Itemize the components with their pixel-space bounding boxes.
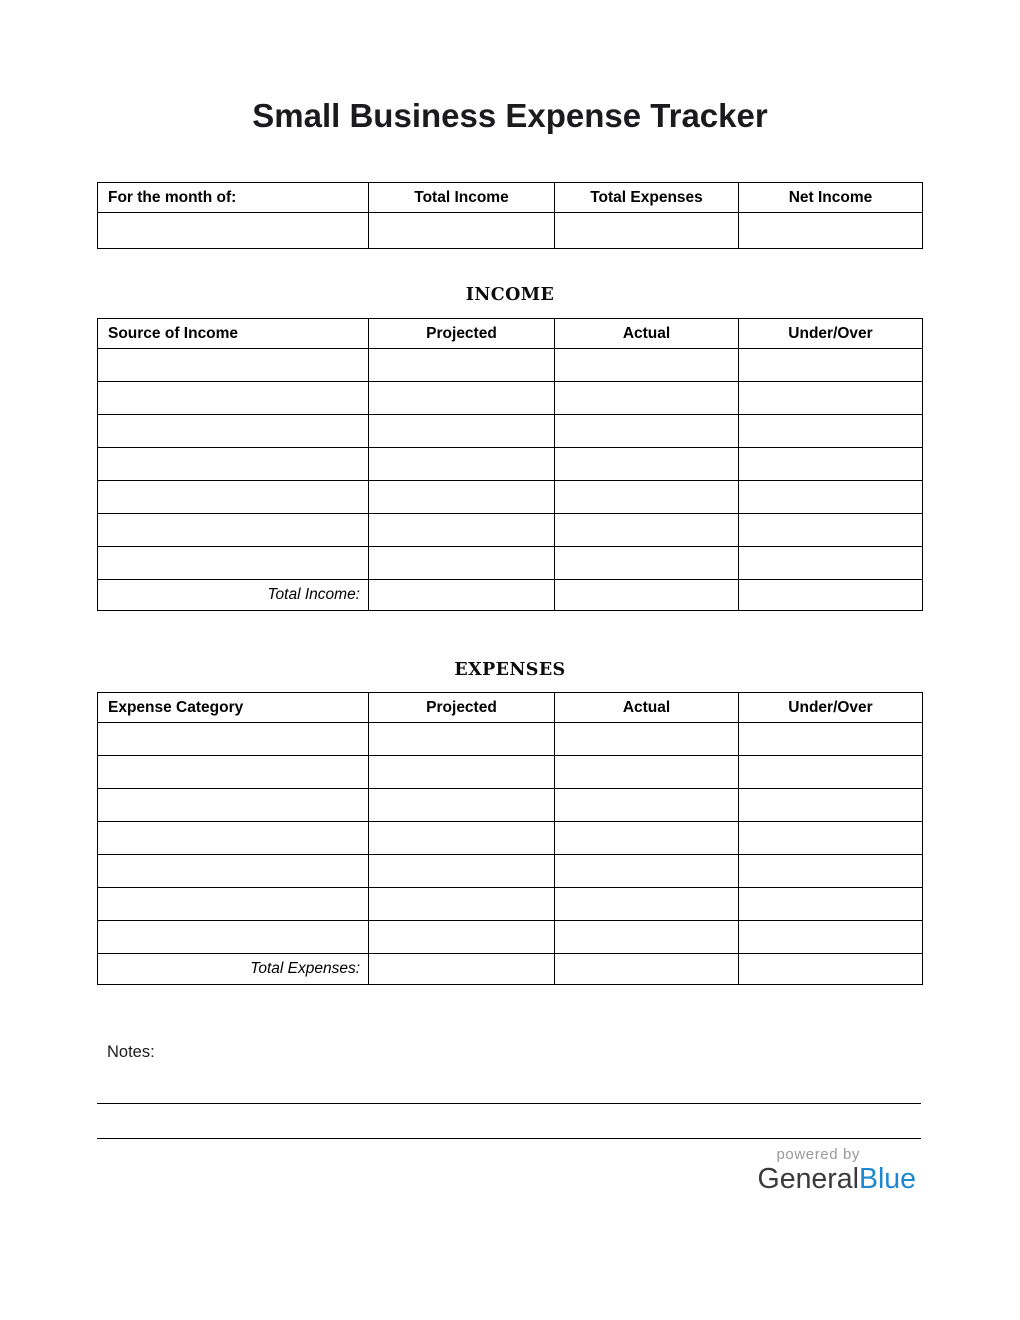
income-underover-input-cell[interactable]	[739, 415, 923, 448]
income-actual-input-cell[interactable]	[555, 415, 739, 448]
income-underover-input-cell[interactable]	[739, 514, 923, 547]
income-header-source: Source of Income	[98, 319, 369, 349]
income-source-input-cell[interactable]	[98, 448, 369, 481]
income-source-input-cell[interactable]	[98, 415, 369, 448]
income-blank-row	[98, 514, 923, 547]
income-underover-input-cell[interactable]	[739, 448, 923, 481]
brand-general-text: General	[757, 1163, 859, 1195]
expense-underover-input-cell[interactable]	[739, 921, 923, 954]
income-source-input-cell[interactable]	[98, 382, 369, 415]
notes-writing-line[interactable]	[97, 1103, 921, 1104]
income-projected-input-cell[interactable]	[369, 481, 555, 514]
expense-projected-input-cell[interactable]	[369, 855, 555, 888]
income-table	[97, 318, 923, 611]
expenses-total-label: Total Expenses:	[98, 954, 369, 985]
expense-underover-input-cell[interactable]	[739, 756, 923, 789]
income-actual-input-cell[interactable]	[555, 349, 739, 382]
income-source-input-cell[interactable]	[98, 349, 369, 382]
income-header-underover: Under/Over	[739, 319, 923, 349]
expenses-table	[97, 692, 923, 985]
summary-blank-row	[98, 213, 923, 249]
expense-category-input-cell[interactable]	[98, 822, 369, 855]
income-total-actual-input-cell[interactable]	[555, 580, 739, 611]
income-projected-input-cell[interactable]	[369, 547, 555, 580]
page-title: Small Business Expense Tracker	[252, 97, 768, 134]
total-expenses-input-cell[interactable]	[555, 213, 739, 249]
expenses-header-actual: Actual	[555, 693, 739, 723]
summary-header-total-income: Total Income	[369, 183, 555, 213]
generalblue-logo	[758, 1146, 916, 1195]
expense-actual-input-cell[interactable]	[555, 855, 739, 888]
income-blank-row	[98, 448, 923, 481]
expenses-total-projected-input-cell[interactable]	[369, 954, 555, 985]
income-blank-row	[98, 382, 923, 415]
summary-table	[97, 182, 923, 249]
expenses-total-row	[98, 954, 923, 985]
expense-actual-input-cell[interactable]	[555, 723, 739, 756]
income-actual-input-cell[interactable]	[555, 547, 739, 580]
expenses-blank-row	[98, 921, 923, 954]
expense-projected-input-cell[interactable]	[369, 888, 555, 921]
expense-underover-input-cell[interactable]	[739, 822, 923, 855]
total-income-input-cell[interactable]	[369, 213, 555, 249]
income-actual-input-cell[interactable]	[555, 514, 739, 547]
summary-header-net-income: Net Income	[739, 183, 923, 213]
expense-projected-input-cell[interactable]	[369, 723, 555, 756]
expenses-header-row	[98, 693, 923, 723]
income-projected-input-cell[interactable]	[369, 382, 555, 415]
income-actual-input-cell[interactable]	[555, 481, 739, 514]
expense-underover-input-cell[interactable]	[739, 855, 923, 888]
income-source-input-cell[interactable]	[98, 481, 369, 514]
expenses-blank-row	[98, 723, 923, 756]
income-source-input-cell[interactable]	[98, 514, 369, 547]
expense-actual-input-cell[interactable]	[555, 756, 739, 789]
expense-projected-input-cell[interactable]	[369, 822, 555, 855]
expenses-blank-row	[98, 855, 923, 888]
expenses-total-underover-input-cell[interactable]	[739, 954, 923, 985]
income-underover-input-cell[interactable]	[739, 349, 923, 382]
income-blank-row	[98, 349, 923, 382]
expense-underover-input-cell[interactable]	[739, 789, 923, 822]
income-total-label: Total Income:	[98, 580, 369, 611]
brand-wordmark	[758, 1163, 916, 1195]
expenses-blank-row	[98, 822, 923, 855]
expenses-header-projected: Projected	[369, 693, 555, 723]
summary-header-month: For the month of:	[98, 183, 369, 213]
expenses-total-actual-input-cell[interactable]	[555, 954, 739, 985]
expense-actual-input-cell[interactable]	[555, 921, 739, 954]
expense-category-input-cell[interactable]	[98, 723, 369, 756]
expense-category-input-cell[interactable]	[98, 921, 369, 954]
income-projected-input-cell[interactable]	[369, 349, 555, 382]
income-total-row	[98, 580, 923, 611]
summary-header-total-expenses: Total Expenses	[555, 183, 739, 213]
expense-actual-input-cell[interactable]	[555, 789, 739, 822]
expenses-blank-row	[98, 789, 923, 822]
expense-category-input-cell[interactable]	[98, 888, 369, 921]
expense-actual-input-cell[interactable]	[555, 888, 739, 921]
expenses-blank-row	[98, 888, 923, 921]
expense-projected-input-cell[interactable]	[369, 921, 555, 954]
income-projected-input-cell[interactable]	[369, 415, 555, 448]
expenses-header-category: Expense Category	[98, 693, 369, 723]
expense-projected-input-cell[interactable]	[369, 789, 555, 822]
income-section-heading: INCOME	[465, 285, 555, 305]
income-header-actual: Actual	[555, 319, 739, 349]
expense-underover-input-cell[interactable]	[739, 888, 923, 921]
income-blank-row	[98, 415, 923, 448]
income-blank-row	[98, 547, 923, 580]
expenses-header-underover: Under/Over	[739, 693, 923, 723]
expense-projected-input-cell[interactable]	[369, 756, 555, 789]
income-header-projected: Projected	[369, 319, 555, 349]
expenses-section-heading: EXPENSES	[454, 660, 566, 680]
expense-category-input-cell[interactable]	[98, 756, 369, 789]
income-projected-input-cell[interactable]	[369, 448, 555, 481]
notes-writing-line[interactable]	[97, 1138, 921, 1139]
income-actual-input-cell[interactable]	[555, 382, 739, 415]
expense-category-input-cell[interactable]	[98, 789, 369, 822]
income-total-underover-input-cell[interactable]	[739, 580, 923, 611]
income-projected-input-cell[interactable]	[369, 514, 555, 547]
income-total-projected-input-cell[interactable]	[369, 580, 555, 611]
expense-category-input-cell[interactable]	[98, 855, 369, 888]
brand-blue-text: Blue	[858, 1163, 916, 1195]
income-underover-input-cell[interactable]	[739, 382, 923, 415]
powered-by-text: powered by	[776, 1146, 860, 1163]
income-header-row	[98, 319, 923, 349]
expense-underover-input-cell[interactable]	[739, 723, 923, 756]
expenses-blank-row	[98, 756, 923, 789]
income-underover-input-cell[interactable]	[739, 481, 923, 514]
income-blank-row	[98, 481, 923, 514]
income-underover-input-cell[interactable]	[739, 547, 923, 580]
summary-header-row	[98, 183, 923, 213]
income-source-input-cell[interactable]	[98, 547, 369, 580]
month-input-cell[interactable]	[98, 213, 369, 249]
net-income-input-cell[interactable]	[739, 213, 923, 249]
income-actual-input-cell[interactable]	[555, 448, 739, 481]
expense-actual-input-cell[interactable]	[555, 822, 739, 855]
notes-label: Notes:	[107, 1043, 155, 1061]
